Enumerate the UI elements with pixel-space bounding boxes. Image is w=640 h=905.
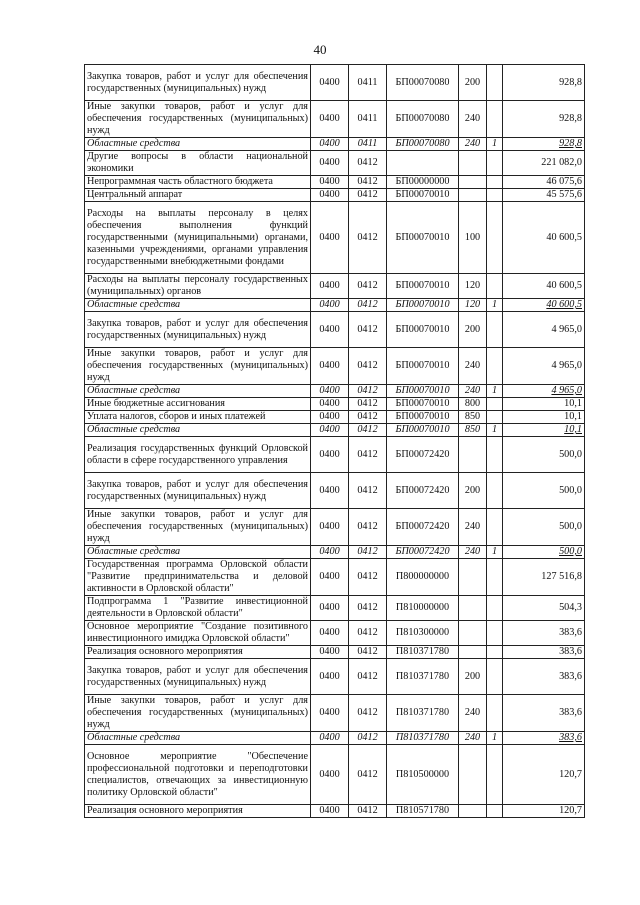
row-name-cell: Закупка товаров, работ и услуг для обеспечения государственных (муниципальных) нужд: [85, 659, 311, 695]
section-code-cell: 0412: [349, 509, 387, 546]
amount-value: 10,1: [564, 411, 582, 422]
funding-source-cell: [487, 659, 503, 695]
row-name-cell: Иные закупки товаров, работ и услуг для обеспечения государственных (муниципальных) нужд: [85, 695, 311, 732]
funding-source-cell: [487, 312, 503, 348]
amount-cell: [503, 151, 585, 176]
ved-code-cell: 0400: [311, 398, 349, 411]
row-name-cell: Иные закупки товаров, работ и услуг для обеспечения государственных (муниципальных) нужд: [85, 348, 311, 385]
amount-value: 500,0: [559, 484, 582, 496]
row-name-cell: Областные средства: [85, 138, 311, 151]
funding-source-cell: 1: [487, 138, 503, 151]
amount-value: 928,8: [559, 113, 582, 124]
amount-value: 500,0: [559, 546, 582, 557]
funding-source-cell: [487, 695, 503, 732]
amount-cell: [503, 411, 585, 424]
funding-source-cell: [487, 151, 503, 176]
section-code-cell: 0412: [349, 805, 387, 818]
target-article-cell: БП00072420: [387, 437, 459, 473]
ved-code-cell: 0400: [311, 274, 349, 299]
expense-type-cell: 120: [459, 274, 487, 299]
ved-code-cell: 0400: [311, 437, 349, 473]
ved-code-cell: 0400: [311, 101, 349, 138]
funding-source-cell: [487, 65, 503, 101]
table-row-regional-funds: [85, 138, 585, 151]
amount-cell: [503, 559, 585, 596]
ved-code-cell: 0400: [311, 805, 349, 818]
funding-source-cell: [487, 596, 503, 621]
section-code-cell: 0412: [349, 559, 387, 596]
amount-cell: [503, 473, 585, 509]
table-row: [85, 559, 585, 596]
target-article-cell: П810371780: [387, 659, 459, 695]
expense-type-cell: [459, 745, 487, 805]
amount-value: 383,6: [559, 646, 582, 657]
ved-code-cell: 0400: [311, 621, 349, 646]
target-article-cell: П810371780: [387, 732, 459, 745]
row-name-cell: Областные средства: [85, 385, 311, 398]
amount-cell: [503, 398, 585, 411]
expense-type-cell: 240: [459, 695, 487, 732]
funding-source-cell: [487, 101, 503, 138]
amount-value: 383,6: [559, 707, 582, 718]
row-name-cell: Закупка товаров, работ и услуг для обеспечения государственных (муниципальных) нужд: [85, 65, 311, 101]
target-article-cell: БП00070010: [387, 398, 459, 411]
amount-cell: [503, 202, 585, 274]
row-name-cell: Реализация основного мероприятия: [85, 646, 311, 659]
funding-source-cell: 1: [487, 546, 503, 559]
amount-value: 40 600,5: [546, 299, 582, 310]
target-article-cell: БП00070080: [387, 101, 459, 138]
amount-cell: [503, 101, 585, 138]
expense-type-cell: 850: [459, 424, 487, 437]
budget-table: [84, 64, 585, 818]
expense-type-cell: 240: [459, 348, 487, 385]
table-row: [85, 348, 585, 385]
amount-value: 45 575,6: [546, 189, 582, 200]
ved-code-cell: 0400: [311, 473, 349, 509]
table-row: [85, 398, 585, 411]
amount-cell: [503, 659, 585, 695]
expense-type-cell: 850: [459, 411, 487, 424]
ved-code-cell: 0400: [311, 695, 349, 732]
amount-cell: [503, 312, 585, 348]
expense-type-cell: 100: [459, 202, 487, 274]
row-name-cell: Иные закупки товаров, работ и услуг для обеспечения государственных (муниципальных) нужд: [85, 509, 311, 546]
funding-source-cell: [487, 202, 503, 274]
row-name-cell: Иные бюджетные ассигнования: [85, 398, 311, 411]
ved-code-cell: 0400: [311, 151, 349, 176]
table-row: [85, 745, 585, 805]
section-code-cell: 0412: [349, 385, 387, 398]
funding-source-cell: [487, 411, 503, 424]
ved-code-cell: 0400: [311, 646, 349, 659]
table-row: [85, 473, 585, 509]
table-row: [85, 274, 585, 299]
amount-cell: [503, 274, 585, 299]
section-code-cell: 0412: [349, 424, 387, 437]
funding-source-cell: [487, 473, 503, 509]
section-code-cell: 0412: [349, 274, 387, 299]
ved-code-cell: 0400: [311, 299, 349, 312]
table-row: [85, 695, 585, 732]
table-row-regional-funds: [85, 299, 585, 312]
amount-cell: [503, 189, 585, 202]
target-article-cell: БП00070010: [387, 202, 459, 274]
table-row: [85, 659, 585, 695]
table-row: [85, 101, 585, 138]
ved-code-cell: 0400: [311, 176, 349, 189]
target-article-cell: БП00070010: [387, 348, 459, 385]
funding-source-cell: [487, 509, 503, 546]
section-code-cell: 0412: [349, 398, 387, 411]
row-name-cell: Реализация государственных функций Орловской области в сфере государственного управления: [85, 437, 311, 473]
expense-type-cell: 200: [459, 473, 487, 509]
table-row: [85, 176, 585, 189]
section-code-cell: 0411: [349, 101, 387, 138]
funding-source-cell: [487, 189, 503, 202]
ved-code-cell: 0400: [311, 659, 349, 695]
funding-source-cell: [487, 398, 503, 411]
ved-code-cell: 0400: [311, 596, 349, 621]
target-article-cell: БП00070080: [387, 65, 459, 101]
table-row: [85, 189, 585, 202]
ved-code-cell: 0400: [311, 65, 349, 101]
table-row: [85, 202, 585, 274]
expense-type-cell: 240: [459, 732, 487, 745]
amount-cell: [503, 299, 585, 312]
section-code-cell: 0412: [349, 596, 387, 621]
amount-value: 4 965,0: [551, 360, 582, 371]
row-name-cell: Центральный аппарат: [85, 189, 311, 202]
table-row-regional-funds: [85, 385, 585, 398]
table-row: [85, 805, 585, 818]
funding-source-cell: 1: [487, 732, 503, 745]
expense-type-cell: 240: [459, 138, 487, 151]
amount-value: 928,8: [559, 138, 582, 149]
amount-cell: [503, 646, 585, 659]
row-name-cell: Подпрограмма 1 "Развитие инвестиционной деятельности в Орловской области": [85, 596, 311, 621]
target-article-cell: БП00000000: [387, 176, 459, 189]
expense-type-cell: [459, 805, 487, 818]
target-article-cell: П810371780: [387, 646, 459, 659]
target-article-cell: БП00070010: [387, 274, 459, 299]
section-code-cell: 0412: [349, 695, 387, 732]
target-article-cell: П800000000: [387, 559, 459, 596]
amount-value: 504,3: [559, 602, 582, 613]
funding-source-cell: [487, 745, 503, 805]
target-article-cell: П810300000: [387, 621, 459, 646]
funding-source-cell: [487, 274, 503, 299]
funding-source-cell: 1: [487, 299, 503, 312]
ved-code-cell: 0400: [311, 745, 349, 805]
funding-source-cell: 1: [487, 424, 503, 437]
funding-source-cell: [487, 621, 503, 646]
expense-type-cell: [459, 189, 487, 202]
ved-code-cell: 0400: [311, 202, 349, 274]
amount-value: 500,0: [559, 448, 582, 460]
expense-type-cell: [459, 176, 487, 189]
amount-value: 10,1: [564, 398, 582, 409]
funding-source-cell: [487, 646, 503, 659]
table-row-regional-funds: [85, 424, 585, 437]
row-name-cell: Основное мероприятие "Создание позитивного инвестиционного имиджа Орловской области": [85, 621, 311, 646]
ved-code-cell: 0400: [311, 312, 349, 348]
table-row: [85, 646, 585, 659]
amount-value: 383,6: [559, 627, 582, 638]
amount-value: 10,1: [564, 424, 582, 435]
section-code-cell: 0412: [349, 348, 387, 385]
amount-value: 127 516,8: [541, 571, 582, 582]
amount-value: 928,8: [559, 76, 582, 88]
expense-type-cell: 240: [459, 546, 487, 559]
row-name-cell: Областные средства: [85, 732, 311, 745]
expense-type-cell: 240: [459, 101, 487, 138]
amount-value: 40 600,5: [546, 231, 582, 243]
table-row-regional-funds: [85, 732, 585, 745]
section-code-cell: 0412: [349, 659, 387, 695]
ved-code-cell: 0400: [311, 559, 349, 596]
row-name-cell: Непрограммная часть областного бюджета: [85, 176, 311, 189]
amount-cell: [503, 695, 585, 732]
row-name-cell: Расходы на выплаты персоналу в целях обеспечения выполнения функций государственными (муниципальными) органами, казенными учреждениями, органами управления государственными внебюджетными фондами: [85, 202, 311, 274]
amount-value: 383,6: [559, 670, 582, 682]
target-article-cell: БП00070010: [387, 424, 459, 437]
section-code-cell: 0412: [349, 411, 387, 424]
expense-type-cell: [459, 646, 487, 659]
amount-cell: [503, 348, 585, 385]
section-code-cell: 0412: [349, 312, 387, 348]
amount-cell: [503, 424, 585, 437]
target-article-cell: БП00072420: [387, 473, 459, 509]
table-row: [85, 65, 585, 101]
section-code-cell: 0412: [349, 546, 387, 559]
table-row: [85, 509, 585, 546]
amount-cell: [503, 176, 585, 189]
amount-cell: [503, 745, 585, 805]
target-article-cell: П810371780: [387, 695, 459, 732]
row-name-cell: Иные закупки товаров, работ и услуг для обеспечения государственных (муниципальных) нужд: [85, 101, 311, 138]
target-article-cell: П810000000: [387, 596, 459, 621]
row-name-cell: Основное мероприятие "Обеспечение профессиональной подготовки и переподготовки специалистов, отвечающих за инвестиционную политику Орловской области": [85, 745, 311, 805]
ved-code-cell: 0400: [311, 424, 349, 437]
expense-type-cell: [459, 621, 487, 646]
row-name-cell: Реализация основного мероприятия: [85, 805, 311, 818]
section-code-cell: 0412: [349, 646, 387, 659]
row-name-cell: Другие вопросы в области национальной экономики: [85, 151, 311, 176]
ved-code-cell: 0400: [311, 385, 349, 398]
row-name-cell: Уплата налогов, сборов и иных платежей: [85, 411, 311, 424]
amount-cell: [503, 385, 585, 398]
table-row: [85, 411, 585, 424]
section-code-cell: 0412: [349, 299, 387, 312]
table-row: [85, 437, 585, 473]
table-row: [85, 621, 585, 646]
target-article-cell: БП00072420: [387, 546, 459, 559]
ved-code-cell: 0400: [311, 509, 349, 546]
amount-cell: [503, 546, 585, 559]
row-name-cell: Областные средства: [85, 546, 311, 559]
section-code-cell: 0412: [349, 745, 387, 805]
amount-cell: [503, 732, 585, 745]
expense-type-cell: 240: [459, 385, 487, 398]
target-article-cell: БП00070010: [387, 411, 459, 424]
amount-value: 4 965,0: [551, 323, 582, 335]
target-article-cell: [387, 151, 459, 176]
expense-type-cell: [459, 596, 487, 621]
expense-type-cell: 200: [459, 312, 487, 348]
target-article-cell: БП00070010: [387, 385, 459, 398]
section-code-cell: 0411: [349, 138, 387, 151]
target-article-cell: БП00070010: [387, 189, 459, 202]
table-row: [85, 596, 585, 621]
amount-cell: [503, 805, 585, 818]
expense-type-cell: 200: [459, 65, 487, 101]
section-code-cell: 0412: [349, 151, 387, 176]
target-article-cell: БП00072420: [387, 509, 459, 546]
section-code-cell: 0412: [349, 176, 387, 189]
row-name-cell: Расходы на выплаты персоналу государственных (муниципальных) органов: [85, 274, 311, 299]
amount-value: 120,7: [559, 768, 582, 780]
amount-value: 120,7: [559, 805, 582, 816]
target-article-cell: П810571780: [387, 805, 459, 818]
table-row: [85, 312, 585, 348]
funding-source-cell: [487, 805, 503, 818]
table-row-regional-funds: [85, 546, 585, 559]
amount-cell: [503, 65, 585, 101]
amount-cell: [503, 138, 585, 151]
table-row: [85, 151, 585, 176]
row-name-cell: Закупка товаров, работ и услуг для обеспечения государственных (муниципальных) нужд: [85, 473, 311, 509]
amount-value: 500,0: [559, 521, 582, 532]
ved-code-cell: 0400: [311, 138, 349, 151]
row-name-cell: Областные средства: [85, 299, 311, 312]
expense-type-cell: [459, 151, 487, 176]
row-name-cell: Государственная программа Орловской области "Развитие предпринимательства и деловой активности в Орловской области": [85, 559, 311, 596]
amount-cell: [503, 596, 585, 621]
section-code-cell: 0411: [349, 65, 387, 101]
funding-source-cell: [487, 559, 503, 596]
amount-cell: [503, 437, 585, 473]
expense-type-cell: 240: [459, 509, 487, 546]
amount-value: 383,6: [559, 732, 582, 743]
section-code-cell: 0412: [349, 473, 387, 509]
ved-code-cell: 0400: [311, 348, 349, 385]
row-name-cell: Закупка товаров, работ и услуг для обеспечения государственных (муниципальных) нужд: [85, 312, 311, 348]
funding-source-cell: 1: [487, 385, 503, 398]
expense-type-cell: [459, 559, 487, 596]
ved-code-cell: 0400: [311, 411, 349, 424]
amount-cell: [503, 621, 585, 646]
funding-source-cell: [487, 176, 503, 189]
section-code-cell: 0412: [349, 732, 387, 745]
ved-code-cell: 0400: [311, 546, 349, 559]
page-number: 40: [313, 42, 327, 57]
expense-type-cell: 200: [459, 659, 487, 695]
target-article-cell: БП00070010: [387, 312, 459, 348]
amount-value: 40 600,5: [546, 280, 582, 291]
expense-type-cell: 120: [459, 299, 487, 312]
amount-value: 46 075,6: [546, 176, 582, 187]
funding-source-cell: [487, 348, 503, 385]
target-article-cell: БП00070080: [387, 138, 459, 151]
target-article-cell: БП00070010: [387, 299, 459, 312]
amount-value: 221 082,0: [541, 157, 582, 168]
section-code-cell: 0412: [349, 189, 387, 202]
ved-code-cell: 0400: [311, 732, 349, 745]
section-code-cell: 0412: [349, 202, 387, 274]
amount-value: 4 965,0: [551, 385, 582, 396]
target-article-cell: П810500000: [387, 745, 459, 805]
section-code-cell: 0412: [349, 621, 387, 646]
amount-cell: [503, 509, 585, 546]
row-name-cell: Областные средства: [85, 424, 311, 437]
expense-type-cell: [459, 437, 487, 473]
expense-type-cell: 800: [459, 398, 487, 411]
ved-code-cell: 0400: [311, 189, 349, 202]
funding-source-cell: [487, 437, 503, 473]
section-code-cell: 0412: [349, 437, 387, 473]
